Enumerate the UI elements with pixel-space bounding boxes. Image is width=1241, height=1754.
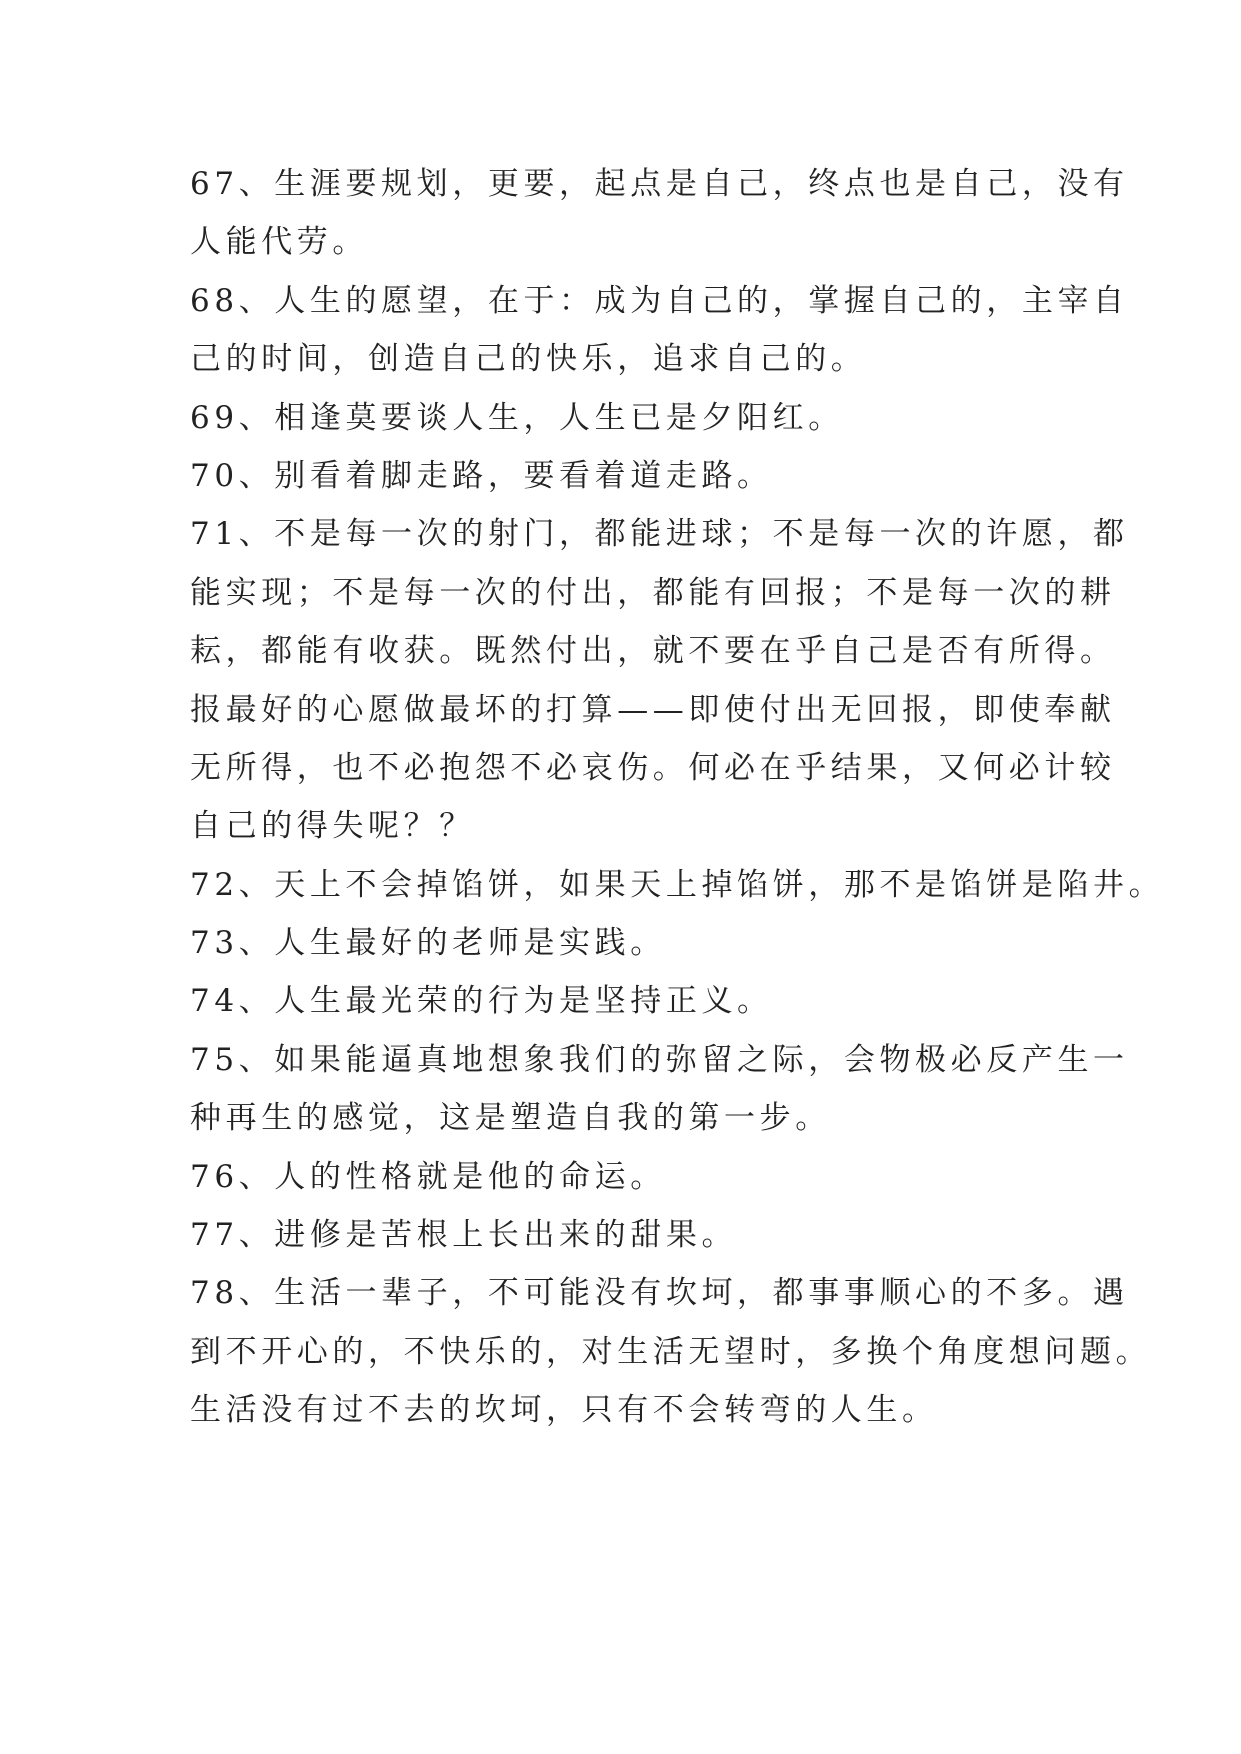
text-line: 种再生的感觉，这是塑造自我的第一步。: [190, 1100, 831, 1137]
text-line: 能实现；不是每一次的付出，都能有回报；不是每一次的耕: [190, 574, 1116, 611]
text-line: 72、天上不会掉馅饼，如果天上掉馅饼，那不是馅饼是陷井。: [190, 866, 1165, 903]
text-line: 77、进修是苦根上长出来的甜果。: [190, 1217, 738, 1254]
text-line: 74、人生最光荣的行为是坚持正义。: [190, 983, 773, 1020]
text-line: 到不开心的，不快乐的，对生活无望时，多换个角度想问题。: [190, 1333, 1152, 1370]
text-line: 耘，都能有收获。既然付出，就不要在乎自己是否有所得。: [190, 633, 1116, 670]
text-line: 76、人的性格就是他的命运。: [190, 1158, 666, 1195]
document-body: [190, 155, 1165, 1440]
text-line: 己的时间，创造自己的快乐，追求自己的。: [190, 341, 867, 378]
text-line: 73、人生最好的老师是实践。: [190, 925, 666, 962]
text-line: 69、相逢莫要谈人生，人生已是夕阳红。: [190, 399, 844, 436]
text-line: 生活没有过不去的坎坷，只有不会转弯的人生。: [190, 1392, 938, 1429]
text-line: 报最好的心愿做最坏的打算——即使付出无回报，即使奉献: [190, 691, 1116, 728]
text-line: 78、生活一辈子，不可能没有坎坷，都事事顺心的不多。遇: [190, 1275, 1129, 1312]
text-line: 自己的得失呢？？: [190, 808, 475, 845]
text-line: 71、不是每一次的射门，都能进球；不是每一次的许愿，都: [190, 516, 1129, 553]
text-line: 75、如果能逼真地想象我们的弥留之际，会物极必反产生一: [190, 1041, 1129, 1078]
text-line: 68、人生的愿望，在于：成为自己的，掌握自己的，主宰自: [190, 282, 1129, 319]
text-line: 67、生涯要规划，更要，起点是自己，终点也是自己，没有: [190, 166, 1129, 202]
text-line: 70、别看着脚走路，要看着道走路。: [190, 457, 773, 494]
text-line: 无所得，也不必抱怨不必哀伤。何必在乎结果，又何必计较: [190, 749, 1116, 786]
text-line: 人能代劳。: [190, 224, 368, 261]
